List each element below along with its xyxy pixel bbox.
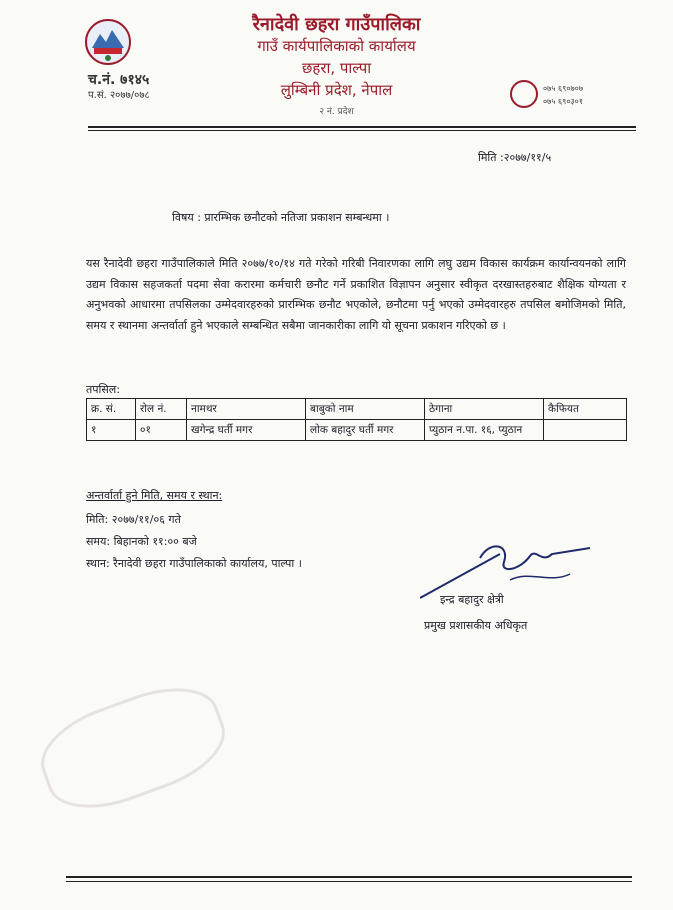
header-location: छहरा, पाल्पा bbox=[301, 59, 372, 77]
interview-heading: अन्तर्वार्ता हुने मिति, समय र स्थान: bbox=[86, 489, 223, 502]
table-header-row bbox=[87, 399, 627, 420]
table-row bbox=[87, 420, 627, 441]
header-municipality: रैनादेवी छहरा गाउँपालिका bbox=[252, 14, 421, 35]
signatory-title: प्रमुख प्रशासकीय अधिकृत bbox=[424, 619, 528, 632]
cell-name: खगेन्द्र घर्ती मगर bbox=[187, 420, 306, 441]
phone-line-1: ०७५ ६९०७०७ bbox=[543, 84, 583, 93]
th-roll: रोल नं. bbox=[136, 399, 187, 420]
interview-date: मिति: २०७७/११/०६ गते bbox=[86, 513, 181, 526]
signatory-name: इन्द्र बहादुर क्षेत्री bbox=[440, 593, 504, 606]
interview-time: समय: बिहानको ११:०० बजे bbox=[86, 535, 197, 548]
phone-icon bbox=[510, 80, 538, 108]
footer-divider bbox=[66, 876, 632, 878]
letter-subject: विषय : प्रारम्भिक छनौटको नतिजा प्रकाशन सम्बन्धमा । bbox=[172, 211, 390, 224]
candidate-table bbox=[86, 398, 627, 441]
stamp-mark-icon bbox=[439, 651, 570, 687]
th-serial: क्र. सं. bbox=[87, 399, 136, 420]
cell-father: लोक बहादुर घर्ती मगर bbox=[306, 420, 425, 441]
signature-icon bbox=[420, 540, 600, 600]
reference-block bbox=[88, 72, 150, 104]
header-sub: २ नं. प्रदेश bbox=[319, 107, 354, 117]
interview-place: स्थान: रैनादेवी छहरा गाउँपालिकाको कार्यालय, पाल्पा । bbox=[86, 557, 302, 570]
letter-body: यस रैनादेवी छहरा गाउँपालिकाले मिति २०७७/१०/१४ गते गरेको गरिबी निवारणका लागि लघु उद्यम विकास कार्यक्रम कार्यान्वयनको लागि उद्यम विकास सहजकर्ता पदमा सेवा करारमा कर्मचारी छनौट गर्ने प्रकाशित विज्ञापन अनुसार स्वीकृत दरखास्तहरुबाट शैक्षिक योग्यता र अनुभवको आधारमा तपसिलका उम्मेदवारहरुको प्रारम्भिक छनौट भएकोले, छनौटमा पर्नु भएको उम्मेदवारहरु तपसिल बमोजिमको मिति, समय र स्थानमा अन्तर्वार्ता हुने भएकाले सम्बन्धित सबैमा जानकारीका लागि यो सूचना प्रकाशन गरिएको छ । bbox=[86, 257, 626, 332]
th-address: ठेगाना bbox=[425, 399, 544, 420]
watermark-stamp-icon bbox=[29, 671, 237, 825]
phone-line-2: ०७५ ६९०३०१ bbox=[543, 97, 583, 106]
header-province: लुम्बिनी प्रदेश, नेपाल bbox=[280, 81, 393, 99]
footer-divider-thin bbox=[66, 881, 632, 882]
phone-numbers bbox=[543, 82, 583, 108]
letter-date: मिति :२०७७/११/५ bbox=[478, 151, 552, 164]
header-divider bbox=[88, 126, 636, 128]
header-office: गाउँ कार्यपालिकाको कार्यालय bbox=[257, 37, 416, 55]
th-name: नामथर bbox=[187, 399, 306, 420]
header-divider-thin bbox=[88, 130, 636, 131]
th-father: बाबुको नाम bbox=[306, 399, 425, 420]
cell-roll: ०१ bbox=[136, 420, 187, 441]
cell-address: प्युठान न.पा. १६, प्युठान bbox=[425, 420, 544, 441]
tapasil-label: तपसिल: bbox=[86, 383, 120, 396]
th-remarks: कैफियत bbox=[544, 399, 627, 420]
pa-sa: प.सं. २०७७/०७८ bbox=[88, 90, 150, 101]
cell-remarks bbox=[544, 420, 627, 441]
cell-serial: १ bbox=[87, 420, 136, 441]
cha-number: च.नं. ७१४५ bbox=[88, 72, 150, 88]
